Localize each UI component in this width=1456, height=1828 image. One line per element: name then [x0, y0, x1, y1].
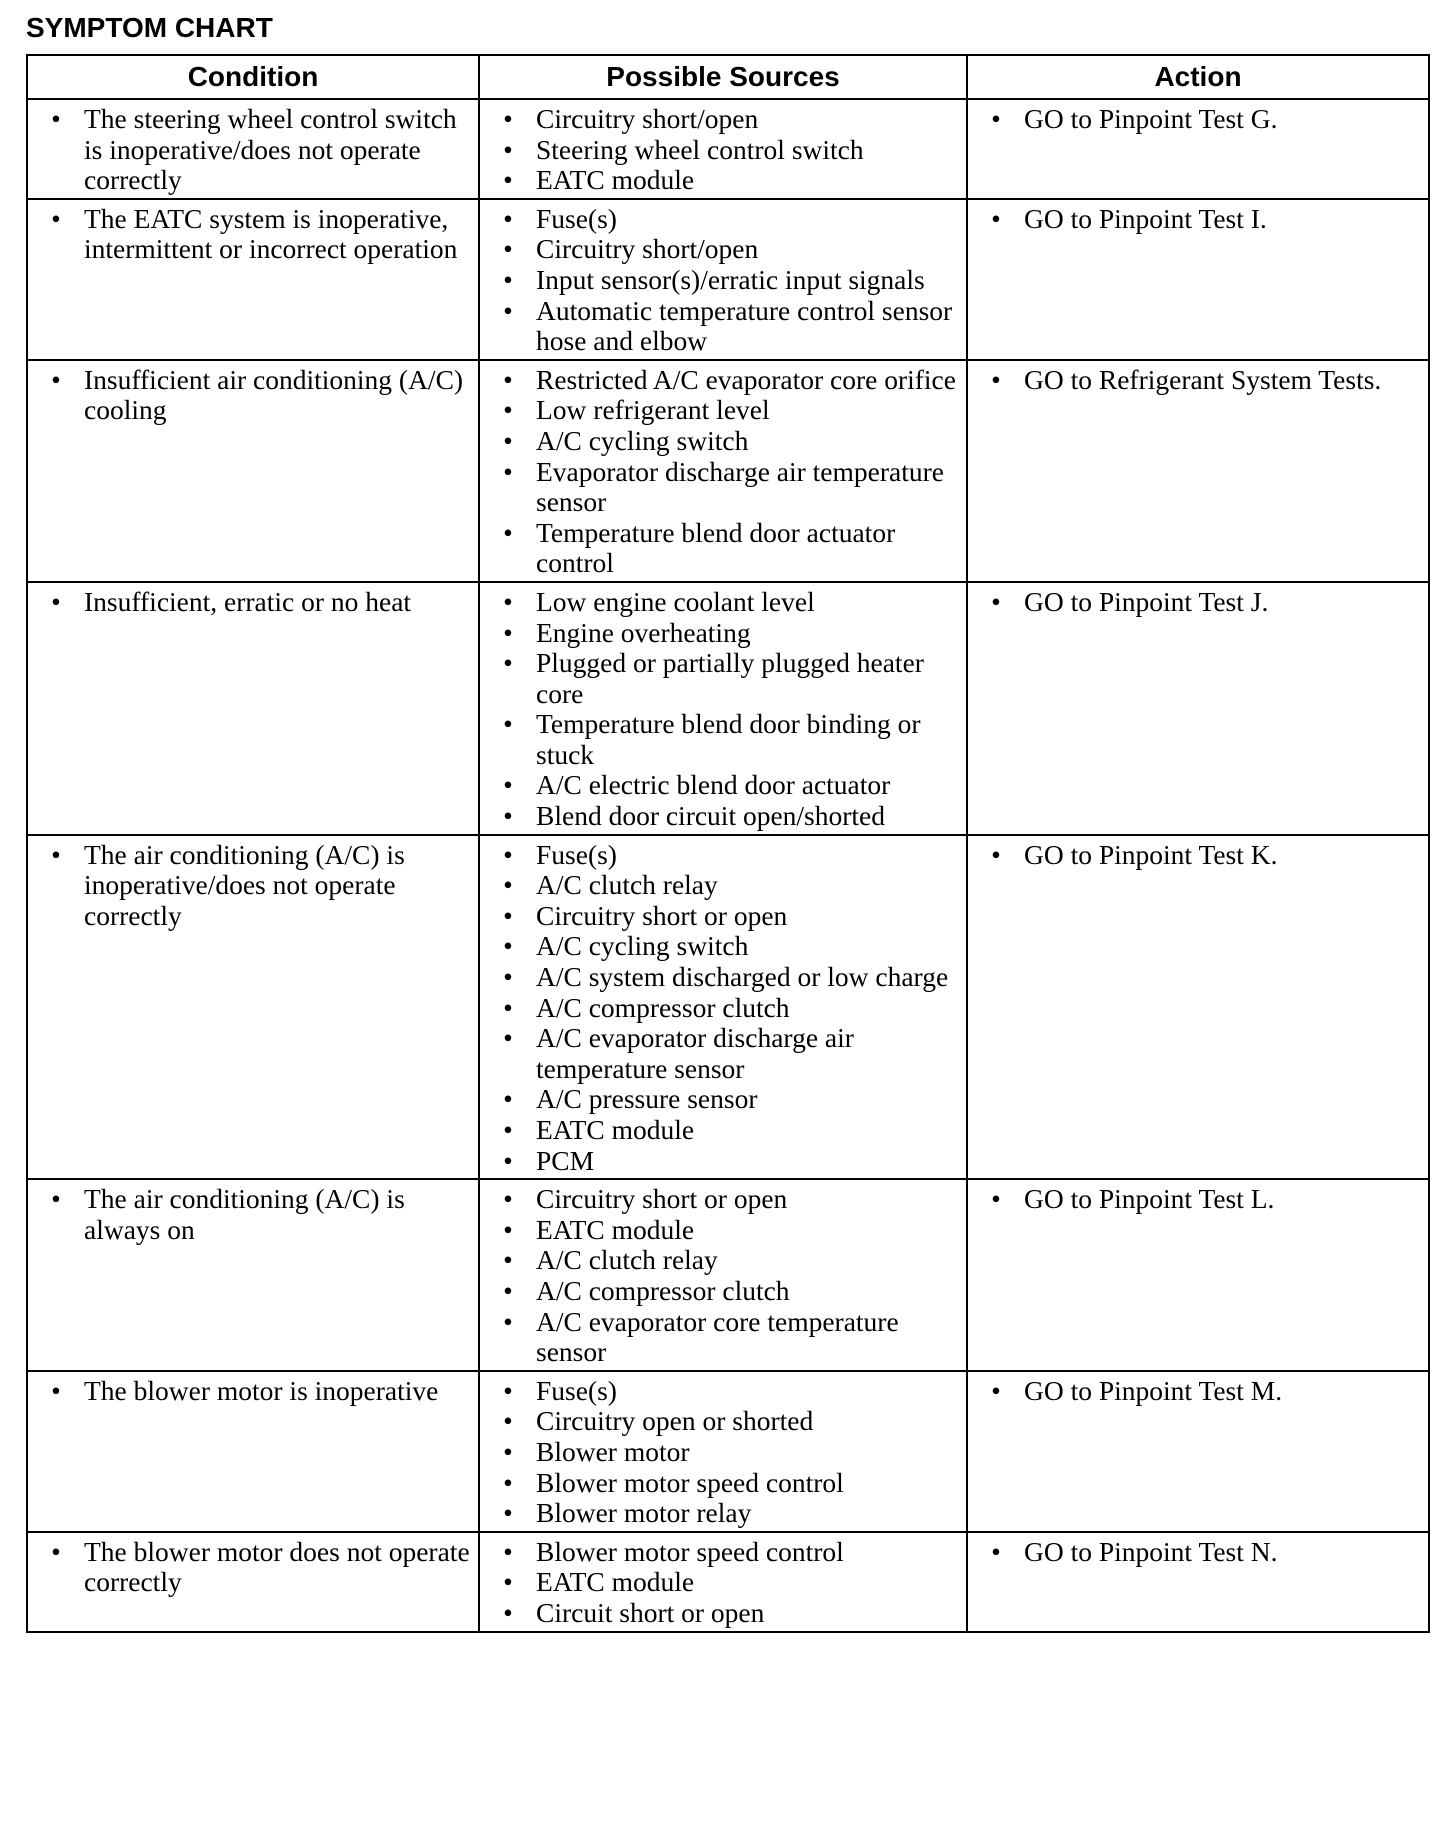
source-item-text: PCM: [536, 1144, 595, 1176]
source-item: [486, 165, 960, 196]
source-item-text: Circuitry short/open: [536, 103, 759, 134]
source-item-text: Circuitry open or shorted: [536, 1405, 814, 1437]
condition-item-text: The blower motor is inoperative: [84, 1374, 439, 1406]
action-item-text: GO to Pinpoint Test M.: [1024, 1374, 1283, 1406]
source-item: [486, 709, 960, 770]
possible-sources-cell: [479, 835, 967, 1180]
action-cell: [967, 1532, 1429, 1632]
condition-cell: [27, 1179, 479, 1371]
source-item: [486, 1307, 960, 1368]
bullet-icon: •: [503, 1435, 513, 1467]
action-cell: [967, 582, 1429, 835]
bullet-icon: •: [503, 1374, 513, 1406]
source-item: [486, 204, 960, 235]
source-item-text: Low engine coolant level: [536, 585, 815, 617]
source-item-text: Fuse(s): [536, 1374, 617, 1406]
source-item: [486, 901, 960, 932]
source-item-text: Blend door circuit open/shorted: [536, 800, 886, 832]
condition-item: [34, 840, 472, 932]
bullet-icon: •: [991, 1374, 1001, 1406]
bullet-icon: •: [503, 424, 513, 456]
table-row: [27, 199, 1429, 360]
bullet-icon: •: [503, 103, 513, 134]
condition-item: [34, 1537, 472, 1598]
action-cell: [967, 835, 1429, 1180]
table-row: [27, 1532, 1429, 1632]
bullet-icon: •: [503, 1083, 513, 1115]
bullet-icon: •: [503, 455, 513, 487]
possible-sources-cell: [479, 1532, 967, 1632]
source-item: [486, 1406, 960, 1437]
condition-item: [34, 204, 472, 265]
source-item-text: Input sensor(s)/erratic input signals: [536, 263, 925, 295]
table-row: [27, 360, 1429, 582]
source-item: [486, 234, 960, 265]
bullet-icon: •: [991, 1183, 1001, 1215]
source-item: [486, 962, 960, 993]
source-item-text: Plugged or partially plugged heater core: [536, 647, 924, 709]
source-item: [486, 618, 960, 649]
source-item: [486, 395, 960, 426]
source-item: [486, 1437, 960, 1468]
source-item-text: Automatic temperature control sensor hose and elbow: [536, 294, 953, 357]
bullet-icon: •: [991, 1535, 1001, 1567]
bullet-icon: •: [503, 838, 513, 870]
source-item: [486, 1146, 960, 1177]
action-item-text: GO to Pinpoint Test I.: [1024, 202, 1267, 234]
source-item-text: Fuse(s): [536, 838, 617, 870]
header-condition: Condition: [27, 55, 479, 99]
bullet-icon: •: [503, 1144, 513, 1176]
condition-cell: [27, 835, 479, 1180]
bullet-icon: •: [503, 930, 513, 962]
source-item: [486, 840, 960, 871]
source-item: [486, 296, 960, 357]
bullet-icon: •: [503, 708, 513, 740]
source-item-text: A/C clutch relay: [536, 869, 718, 901]
bullet-icon: •: [503, 1305, 513, 1337]
bullet-icon: •: [991, 363, 1001, 395]
condition-item-text: The blower motor does not operate correctly: [84, 1535, 470, 1598]
header-possible-sources: Possible Sources: [479, 55, 967, 99]
bullet-icon: •: [51, 1535, 61, 1567]
possible-sources-cell: [479, 1371, 967, 1532]
bullet-icon: •: [503, 202, 513, 234]
bullet-icon: •: [503, 869, 513, 901]
table-row: [27, 582, 1429, 835]
bullet-icon: •: [51, 838, 61, 870]
bullet-icon: •: [503, 263, 513, 295]
source-item: [486, 518, 960, 579]
source-item-text: Blower motor speed control: [536, 1466, 844, 1498]
bullet-icon: •: [503, 1022, 513, 1054]
condition-cell: [27, 199, 479, 360]
bullet-icon: •: [503, 516, 513, 548]
table-body: [27, 99, 1429, 1632]
source-item: [486, 801, 960, 832]
bullet-icon: •: [503, 961, 513, 993]
possible-sources-cell: [479, 360, 967, 582]
condition-item: [34, 365, 472, 426]
condition-item-text: The air conditioning (A/C) is inoperative/does not operate correctly: [84, 838, 405, 931]
bullet-icon: •: [503, 991, 513, 1023]
bullet-icon: •: [503, 1497, 513, 1529]
action-item: [974, 840, 1422, 871]
source-item-text: A/C compressor clutch: [536, 1274, 790, 1306]
bullet-icon: •: [503, 1274, 513, 1306]
source-item-text: Evaporator discharge air temperature sensor: [536, 455, 944, 518]
action-cell: [967, 1371, 1429, 1532]
condition-item: [34, 1184, 472, 1245]
condition-item: [34, 1376, 472, 1407]
bullet-icon: •: [51, 1374, 61, 1406]
source-item: [486, 870, 960, 901]
source-item-text: Engine overheating: [536, 616, 751, 648]
action-item-text: GO to Pinpoint Test L.: [1024, 1183, 1275, 1215]
source-item-text: Steering wheel control switch: [536, 133, 864, 165]
source-item: [486, 931, 960, 962]
action-cell: [967, 1179, 1429, 1371]
action-item-text: GO to Pinpoint Test N.: [1024, 1535, 1278, 1567]
source-item: [486, 365, 960, 396]
bullet-icon: •: [503, 1596, 513, 1628]
action-cell: [967, 99, 1429, 199]
bullet-icon: •: [503, 294, 513, 326]
header-action: Action: [967, 55, 1429, 99]
condition-item: [34, 104, 472, 196]
condition-cell: [27, 99, 479, 199]
bullet-icon: •: [503, 1566, 513, 1598]
source-item-text: EATC module: [536, 1114, 695, 1145]
action-item: [974, 1376, 1422, 1407]
bullet-icon: •: [51, 202, 61, 234]
source-item-text: Temperature blend door binding or stuck: [536, 708, 921, 770]
table-row: [27, 1179, 1429, 1371]
source-item-text: A/C cycling switch: [536, 930, 749, 962]
source-item: [486, 993, 960, 1024]
source-item: [486, 135, 960, 166]
action-item: [974, 104, 1422, 135]
bullet-icon: •: [51, 363, 61, 395]
action-cell: [967, 199, 1429, 360]
possible-sources-cell: [479, 199, 967, 360]
table-row: [27, 835, 1429, 1180]
action-item: [974, 365, 1422, 396]
source-item: [486, 1115, 960, 1146]
source-item: [486, 1215, 960, 1246]
bullet-icon: •: [51, 585, 61, 617]
condition-cell: [27, 1371, 479, 1532]
bullet-icon: •: [503, 1244, 513, 1276]
source-item-text: A/C clutch relay: [536, 1244, 718, 1276]
condition-item-text: The steering wheel control switch is inoperative/does not operate correctly: [84, 103, 457, 196]
source-item: [486, 770, 960, 801]
source-item: [486, 1598, 960, 1629]
source-item: [486, 1498, 960, 1529]
action-item-text: GO to Pinpoint Test K.: [1024, 838, 1278, 870]
action-item: [974, 1537, 1422, 1568]
bullet-icon: •: [503, 1183, 513, 1215]
source-item-text: EATC module: [536, 1566, 695, 1598]
action-item: [974, 204, 1422, 235]
source-item-text: A/C compressor clutch: [536, 991, 790, 1023]
source-item-text: A/C evaporator core temperature sensor: [536, 1305, 899, 1368]
source-item: [486, 1084, 960, 1115]
source-item: [486, 1184, 960, 1215]
possible-sources-cell: [479, 1179, 967, 1371]
bullet-icon: •: [503, 133, 513, 165]
source-item-text: A/C cycling switch: [536, 424, 749, 456]
source-item: [486, 426, 960, 457]
source-item: [486, 1023, 960, 1084]
condition-item-text: Insufficient air conditioning (A/C) cooling: [84, 363, 464, 426]
action-item-text: GO to Pinpoint Test J.: [1024, 585, 1269, 617]
bullet-icon: •: [51, 103, 61, 134]
bullet-icon: •: [991, 202, 1001, 234]
source-item-text: A/C electric blend door actuator: [536, 769, 891, 801]
table-row: [27, 99, 1429, 199]
source-item-text: Circuitry short or open: [536, 1183, 788, 1215]
bullet-icon: •: [503, 800, 513, 832]
bullet-icon: •: [503, 164, 513, 196]
source-item: [486, 1567, 960, 1598]
bullet-icon: •: [503, 585, 513, 617]
action-cell: [967, 360, 1429, 582]
table-header-row: [27, 55, 1429, 99]
source-item-text: A/C pressure sensor: [536, 1083, 758, 1115]
bullet-icon: •: [503, 1535, 513, 1567]
action-item: [974, 587, 1422, 618]
source-item: [486, 104, 960, 135]
bullet-icon: •: [503, 394, 513, 426]
bullet-icon: •: [503, 1466, 513, 1498]
source-item: [486, 587, 960, 618]
condition-cell: [27, 1532, 479, 1632]
source-item: [486, 265, 960, 296]
source-item-text: EATC module: [536, 164, 695, 196]
condition-cell: [27, 582, 479, 835]
bullet-icon: •: [503, 1405, 513, 1437]
possible-sources-cell: [479, 99, 967, 199]
bullet-icon: •: [991, 103, 1001, 134]
source-item-text: Low refrigerant level: [536, 394, 770, 426]
condition-item-text: The air conditioning (A/C) is always on: [84, 1183, 405, 1245]
source-item-text: Blower motor: [536, 1435, 690, 1467]
bullet-icon: •: [503, 616, 513, 648]
source-item-text: Circuitry short/open: [536, 233, 759, 265]
source-item-text: A/C system discharged or low charge: [536, 961, 949, 993]
action-item-text: GO to Refrigerant System Tests.: [1024, 363, 1382, 395]
source-item-text: Circuitry short or open: [536, 899, 788, 931]
condition-item-text: The EATC system is inoperative, intermittent or incorrect operation: [84, 202, 458, 265]
action-item-text: GO to Pinpoint Test G.: [1024, 103, 1278, 134]
source-item: [486, 1376, 960, 1407]
bullet-icon: •: [503, 1114, 513, 1145]
bullet-icon: •: [503, 769, 513, 801]
bullet-icon: •: [503, 899, 513, 931]
source-item-text: Blower motor speed control: [536, 1535, 844, 1567]
bullet-icon: •: [503, 647, 513, 679]
bullet-icon: •: [991, 585, 1001, 617]
source-item-text: A/C evaporator discharge air temperature sensor: [536, 1022, 854, 1084]
source-item-text: Temperature blend door actuator control: [536, 516, 896, 579]
source-item: [486, 1276, 960, 1307]
page-title: SYMPTOM CHART: [26, 12, 273, 43]
action-item: [974, 1184, 1422, 1215]
condition-item-text: Insufficient, erratic or no heat: [84, 585, 412, 617]
possible-sources-cell: [479, 582, 967, 835]
source-item-text: Circuit short or open: [536, 1596, 765, 1628]
condition-item: [34, 587, 472, 618]
source-item-text: EATC module: [536, 1213, 695, 1245]
bullet-icon: •: [991, 838, 1001, 870]
bullet-icon: •: [503, 1213, 513, 1245]
source-item: [486, 648, 960, 709]
table-row: [27, 1371, 1429, 1532]
source-item: [486, 457, 960, 518]
condition-cell: [27, 360, 479, 582]
source-item: [486, 1245, 960, 1276]
source-item-text: Restricted A/C evaporator core orifice: [536, 363, 956, 395]
source-item: [486, 1468, 960, 1499]
source-item-text: Fuse(s): [536, 202, 617, 234]
symptom-table: [26, 54, 1430, 1633]
bullet-icon: •: [503, 363, 513, 395]
bullet-icon: •: [51, 1183, 61, 1215]
source-item-text: Blower motor relay: [536, 1497, 752, 1529]
bullet-icon: •: [503, 233, 513, 265]
source-item: [486, 1537, 960, 1568]
